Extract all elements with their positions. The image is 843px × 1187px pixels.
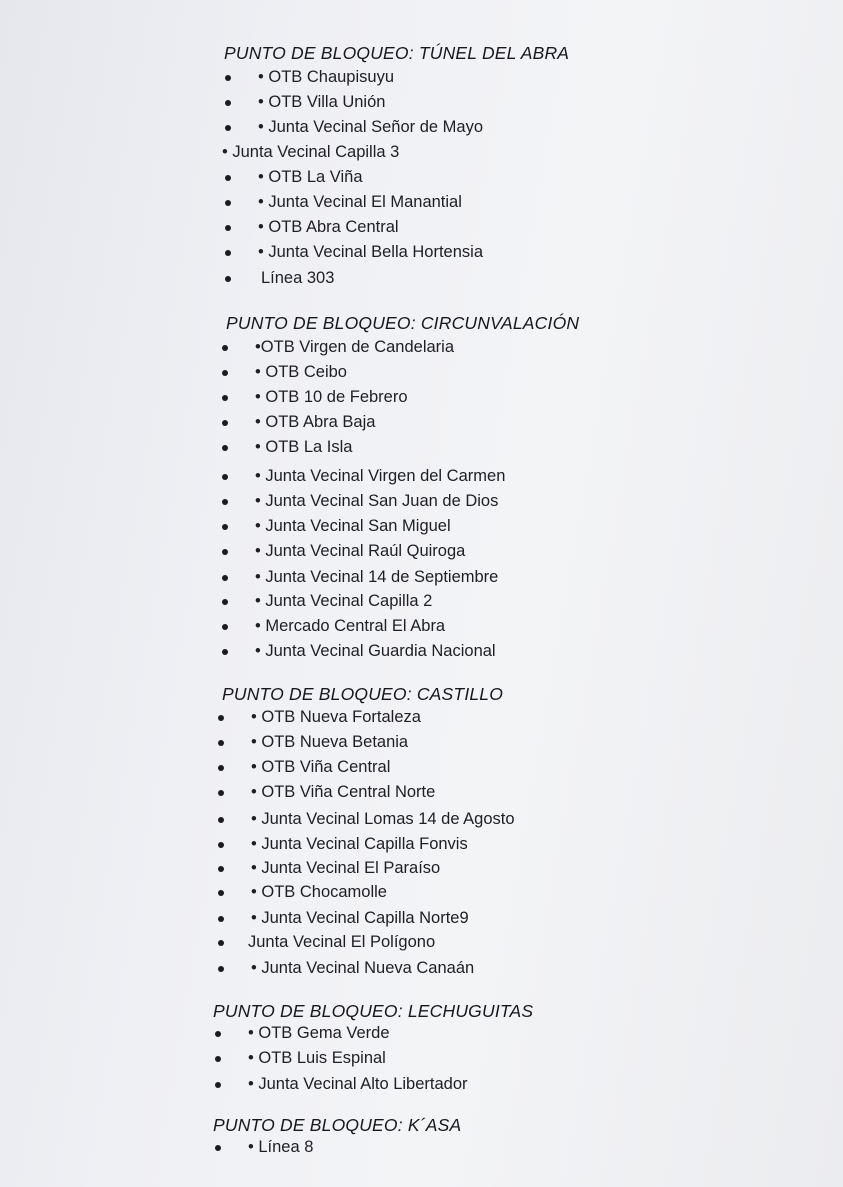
bullet-icon <box>225 276 231 282</box>
list-item-label: •OTB Virgen de Candelaria <box>255 338 454 356</box>
list-item <box>0 91 843 113</box>
list-item <box>0 267 843 289</box>
section-title: PUNTO DE BLOQUEO: K´ASA <box>213 1115 462 1135</box>
list-item-label: • Junta Vecinal Capilla Fonvis <box>251 835 468 853</box>
list-item-label: • OTB Ceibo <box>255 363 347 381</box>
bullet-icon <box>222 624 228 630</box>
list-item <box>0 436 843 458</box>
list-item-label: • Junta Vecinal Raúl Quiroga <box>255 542 466 560</box>
list-item <box>0 116 843 138</box>
list-item-label: • OTB Gema Verde <box>248 1024 390 1042</box>
list-item <box>0 411 843 433</box>
bullet-icon <box>222 599 228 605</box>
list-item-label: • OTB Nueva Fortaleza <box>251 708 421 726</box>
list-item-label: • OTB Luis Espinal <box>248 1049 386 1067</box>
list-item-label: Junta Vecinal El Polígono <box>248 933 436 951</box>
list-item-label: • Junta Vecinal Alto Libertador <box>248 1075 468 1093</box>
list-item-label: • Junta Vecinal 14 de Septiembre <box>255 568 499 586</box>
list-item-label: • Junta Vecinal Virgen del Carmen <box>255 467 506 485</box>
list-item <box>0 706 843 728</box>
list-item <box>0 640 843 662</box>
list-item-label: • Junta Vecinal San Miguel <box>255 517 451 535</box>
list-item-label: • Junta Vecinal San Juan de Dios <box>255 492 499 510</box>
bullet-icon <box>218 916 224 922</box>
list-item-label: • OTB Abra Central <box>258 218 399 236</box>
list-item-label: • Junta Vecinal Nueva Canaán <box>251 959 475 977</box>
list-item <box>0 590 843 612</box>
bullet-icon <box>218 842 224 848</box>
bullet-icon <box>222 345 228 351</box>
list-item-label: • OTB La Isla <box>255 438 353 456</box>
list-item-label: • OTB Abra Baja <box>255 413 376 431</box>
list-item-label: • OTB Villa Unión <box>258 93 386 111</box>
bullet-icon <box>222 420 228 426</box>
bullet-icon <box>218 940 224 946</box>
bullet-icon <box>225 200 231 206</box>
bullet-icon <box>215 1031 221 1037</box>
list-item <box>0 931 843 953</box>
bullet-icon <box>218 866 224 872</box>
bullet-icon <box>225 100 231 106</box>
list-item <box>0 66 843 88</box>
list-item-label: • Junta Vecinal Lomas 14 de Agosto <box>251 810 515 828</box>
bullet-icon <box>225 225 231 231</box>
list-item-label: • OTB La Viña <box>258 168 363 186</box>
list-item-label: • Línea 8 <box>248 1138 314 1156</box>
list-item-label: • Junta Vecinal Guardia Nacional <box>255 642 496 660</box>
list-item-label: • OTB Viña Central <box>251 758 391 776</box>
bullet-icon <box>218 817 224 823</box>
bullet-icon <box>222 524 228 530</box>
list-item <box>0 361 843 383</box>
list-item <box>0 386 843 408</box>
section-title: PUNTO DE BLOQUEO: TÚNEL DEL ABRA <box>224 43 570 63</box>
list-item <box>0 191 843 213</box>
list-item-label: Línea 303 <box>261 269 335 287</box>
list-item-label: • OTB 10 de Febrero <box>255 388 408 406</box>
bullet-icon <box>222 649 228 655</box>
bullet-icon <box>225 250 231 256</box>
list-item <box>0 756 843 778</box>
list-item-label: • Junta Vecinal Señor de Mayo <box>258 118 483 136</box>
list-item <box>0 907 843 929</box>
list-item <box>0 1073 843 1095</box>
list-item <box>0 465 843 487</box>
list-item <box>0 166 843 188</box>
list-item <box>0 336 843 358</box>
bullet-icon <box>222 395 228 401</box>
list-item-label: • Junta Vecinal El Paraíso <box>251 859 441 877</box>
list-item-label: • Junta Vecinal Capilla 3 <box>222 143 400 161</box>
list-item <box>0 241 843 263</box>
bullet-icon <box>218 740 224 746</box>
bullet-icon <box>218 765 224 771</box>
bullet-icon <box>218 715 224 721</box>
bullet-icon <box>218 966 224 972</box>
list-item-label: • OTB Viña Central Norte <box>251 783 436 801</box>
list-item <box>0 216 843 238</box>
list-item-label: • OTB Chocamolle <box>251 883 387 901</box>
bullet-icon <box>225 175 231 181</box>
list-item <box>0 1136 843 1158</box>
bullet-icon <box>218 890 224 896</box>
list-item-label: • OTB Chaupisuyu <box>258 68 395 86</box>
section-title: PUNTO DE BLOQUEO: LECHUGUITAS <box>213 1001 534 1021</box>
list-item <box>0 731 843 753</box>
list-item <box>0 540 843 562</box>
list-item <box>0 857 843 879</box>
list-item-label: • OTB Nueva Betania <box>251 733 409 751</box>
bullet-icon <box>222 549 228 555</box>
bullet-icon <box>222 445 228 451</box>
section-title: PUNTO DE BLOQUEO: CASTILLO <box>222 684 504 704</box>
list-item <box>0 833 843 855</box>
list-item <box>0 141 843 163</box>
bullet-icon <box>222 370 228 376</box>
list-item <box>0 615 843 637</box>
bullet-icon <box>218 790 224 796</box>
bullet-icon <box>225 75 231 81</box>
list-item <box>0 1022 843 1044</box>
list-item <box>0 566 843 588</box>
list-item-label: • Junta Vecinal Capilla 2 <box>255 592 433 610</box>
list-item-label: • Junta Vecinal Bella Hortensia <box>258 243 483 261</box>
list-item <box>0 781 843 803</box>
bullet-icon <box>222 499 228 505</box>
bullet-icon <box>222 575 228 581</box>
bullet-icon <box>215 1082 221 1088</box>
list-item-label: • Junta Vecinal Capilla Norte9 <box>251 909 469 927</box>
list-item <box>0 808 843 830</box>
bullet-icon <box>215 1145 221 1151</box>
list-item <box>0 881 843 903</box>
section-title: PUNTO DE BLOQUEO: CIRCUNVALACIÓN <box>226 313 580 333</box>
list-item-label: • Mercado Central El Abra <box>255 617 446 635</box>
list-item-label: • Junta Vecinal El Manantial <box>258 193 462 211</box>
list-item <box>0 1047 843 1069</box>
bullet-icon <box>222 474 228 480</box>
list-item <box>0 490 843 512</box>
list-item <box>0 957 843 979</box>
bullet-icon <box>215 1056 221 1062</box>
list-item <box>0 515 843 537</box>
bullet-icon <box>225 125 231 131</box>
